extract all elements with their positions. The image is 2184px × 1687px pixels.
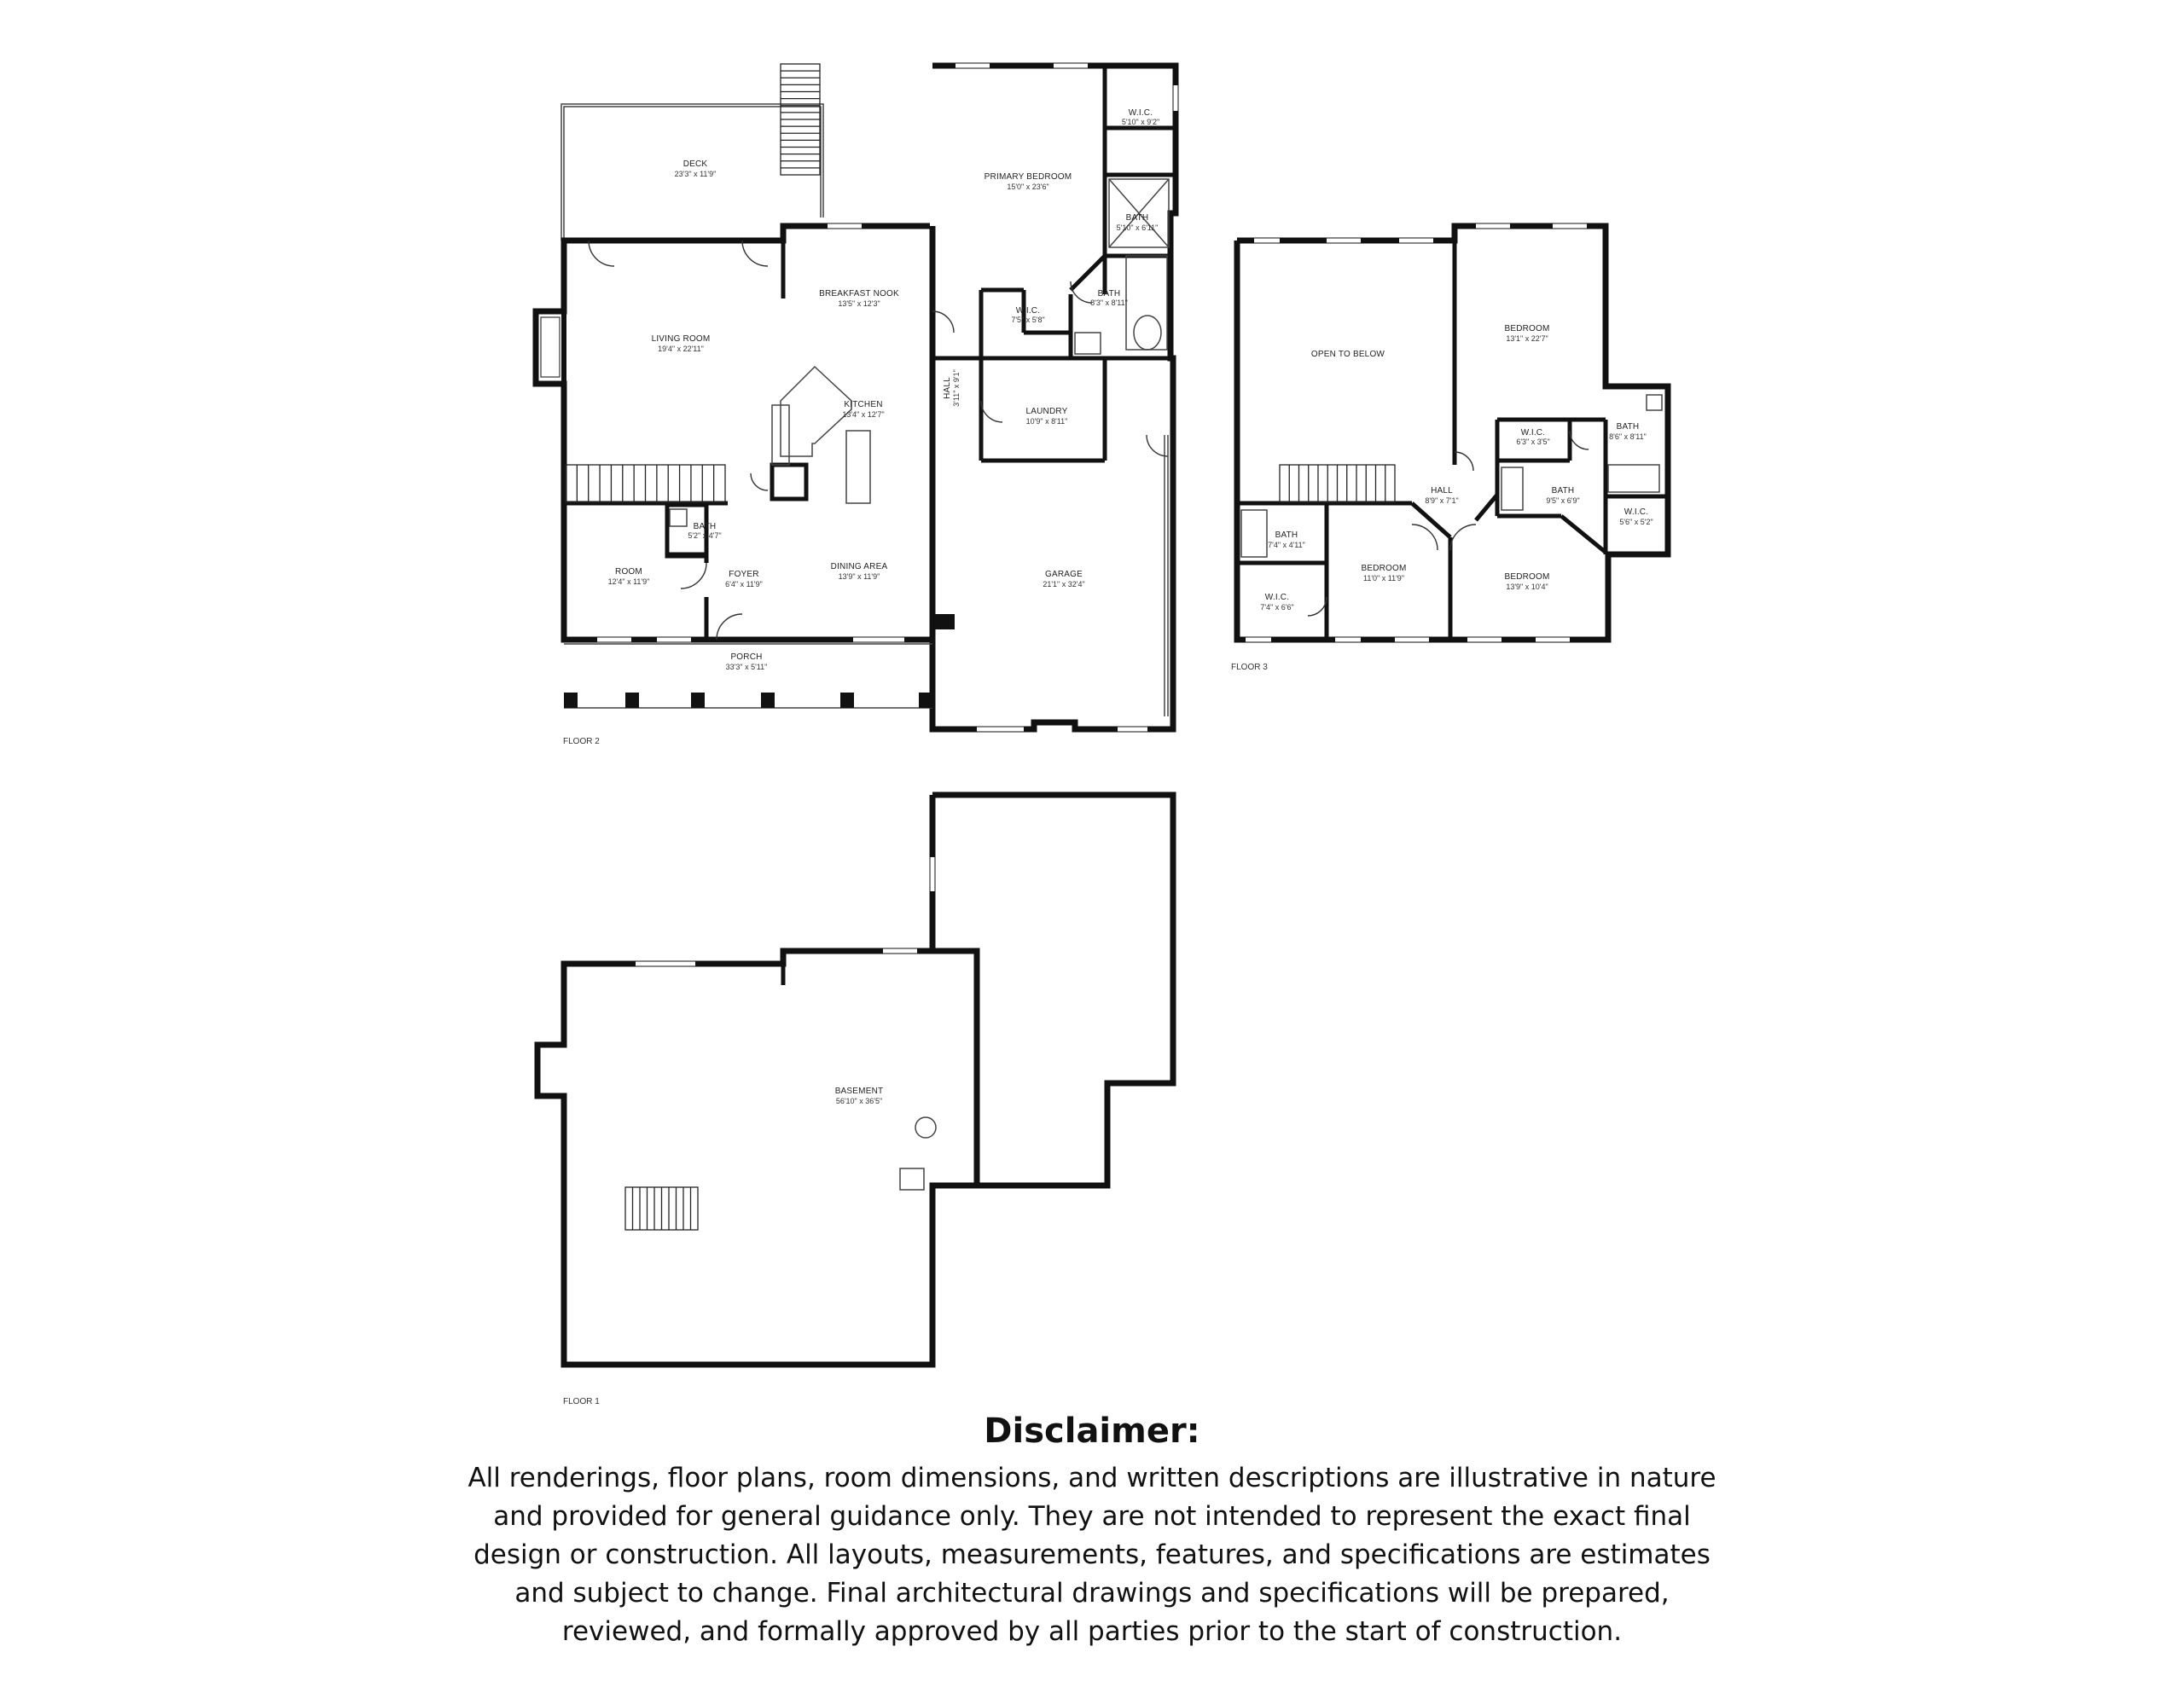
room-dim-deck: 23'3" x 11'9"	[674, 170, 717, 178]
room-dim-wic-b: 5'6" x 5'2"	[1619, 518, 1653, 526]
room-dim-kitchen: 13'4" x 12'7"	[842, 410, 885, 419]
deck-outline	[561, 64, 823, 241]
room-dim-porch: 33'3" x 5'11"	[725, 663, 768, 671]
disclaimer	[410, 1412, 1774, 1651]
room-name-hall: HALL	[943, 377, 952, 399]
floor-2-plan	[536, 64, 1176, 729]
room-dim-foyer: 6'4" x 11'9"	[725, 580, 763, 588]
floor-3-label: FLOOR 3	[1231, 663, 1268, 672]
room-name-open-to-below: OPEN TO BELOW	[1310, 350, 1385, 359]
room-dim-bath-primary-small: 5'10" x 6'11"	[1116, 223, 1159, 232]
kitchen-fixtures	[772, 367, 870, 503]
room-dim-room: 12'4" x 11'9"	[607, 577, 650, 586]
room-name-bedroom-a: BEDROOM	[1504, 324, 1550, 333]
room-name-bath-b: BATH	[1551, 486, 1575, 496]
room-name-wic-b: W.I.C.	[1623, 507, 1649, 517]
room-name-laundry: LAUNDRY	[1025, 407, 1068, 416]
room-dim-bath-c: 7'4" x 4'11"	[1268, 541, 1305, 549]
room-dim-bedroom-c: 13'9" x 10'4"	[1506, 583, 1548, 591]
room-name-wic-primary: W.I.C.	[1128, 108, 1153, 118]
room-name-bath-half: BATH	[693, 522, 717, 531]
room-dim-hall: 3'11" x 9'1"	[952, 369, 961, 407]
room-name-hall-3: HALL	[1431, 486, 1453, 496]
room-name-porch: PORCH	[730, 652, 763, 662]
room-name-garage: GARAGE	[1045, 570, 1083, 579]
garage-door	[1165, 435, 1168, 716]
room-name-room: ROOM	[615, 567, 642, 577]
room-name-living-room: LIVING ROOM	[651, 334, 711, 344]
room-name-kitchen: KITCHEN	[844, 400, 883, 409]
room-dim-wic-c: 7'4" x 6'6"	[1260, 603, 1294, 612]
room-dim-bedroom-b: 11'0" x 11'9"	[1362, 574, 1405, 583]
room-dim-primary-bedroom: 15'0" x 23'6"	[1007, 183, 1049, 191]
room-dim-living-room: 19'4" x 22'11"	[658, 345, 704, 353]
room-name-bath-a: BATH	[1616, 422, 1640, 432]
room-dim-bath-half: 5'2" x 4'7"	[688, 531, 722, 540]
room-name-breakfast-nook: BREAKFAST NOOK	[819, 289, 899, 299]
room-dim-bath-a: 8'6" x 8'11"	[1609, 432, 1647, 441]
main-house-walls	[536, 66, 1176, 729]
room-dim-bath-b: 9'5" x 6'9"	[1546, 496, 1580, 505]
room-dim-bedroom-a: 13'1" x 22'7"	[1506, 334, 1548, 343]
room-name-foyer: FOYER	[729, 570, 759, 579]
room-dim-bath-primary: 8'3" x 8'11"	[1090, 299, 1128, 307]
room-dim-wic-a: 6'3" x 3'5"	[1516, 438, 1550, 446]
room-dim-laundry: 10'9" x 8'11"	[1025, 417, 1068, 426]
floor-2-stairs	[566, 465, 725, 502]
room-name-bath-primary: BATH	[1097, 289, 1121, 299]
room-name-dining-area: DINING AREA	[830, 562, 888, 571]
bath-fixtures	[670, 179, 1169, 526]
room-dim-garage: 21'1" x 32'4"	[1043, 580, 1085, 588]
disclaimer-body: All renderings, floor plans, room dimensions, and written descriptions are illustrative in nature and provided for general guidance only. They are not intended to represent the exact final design or construction. All layouts, measurements, features, and specifications are estimates and subject to change. Final architectural drawings and specifications will be prepared, reviewed, and formally approved by all parties prior to the start of construction.	[468, 1463, 1716, 1647]
room-name-wic-c: W.I.C.	[1264, 593, 1290, 602]
room-name-bedroom-c: BEDROOM	[1504, 572, 1550, 582]
floor-1-plan	[537, 795, 1173, 1365]
room-dim-hall-3: 8'9" x 7'1"	[1425, 496, 1459, 505]
floor-2-label: FLOOR 2	[563, 737, 600, 746]
room-dim-wic-primary: 5'10" x 9'2"	[1121, 118, 1160, 126]
room-name-wic-a: W.I.C.	[1520, 428, 1546, 438]
disclaimer-title: Disclaimer:	[984, 1412, 1200, 1451]
room-dim-breakfast-nook: 13'5" x 12'3"	[838, 299, 880, 308]
room-name-basement: BASEMENT	[834, 1087, 884, 1096]
room-dim-dining-area: 13'9" x 11'9"	[838, 572, 880, 581]
floor-1-label: FLOOR 1	[563, 1397, 600, 1406]
room-labels	[563, 108, 1653, 1406]
floor-3-plan	[1237, 226, 1668, 640]
room-dim-wic-second: 7'5" x 5'8"	[1011, 316, 1045, 324]
room-name-bedroom-b: BEDROOM	[1361, 564, 1407, 573]
room-name-bath-c: BATH	[1275, 530, 1298, 540]
room-name-deck: DECK	[682, 159, 708, 169]
room-dim-basement: 56'10" x 36'5"	[835, 1097, 883, 1105]
room-name-wic-second: W.I.C.	[1015, 306, 1041, 316]
room-name-primary-bedroom: PRIMARY BEDROOM	[984, 172, 1072, 182]
room-name-bath-primary-small: BATH	[1125, 213, 1149, 223]
